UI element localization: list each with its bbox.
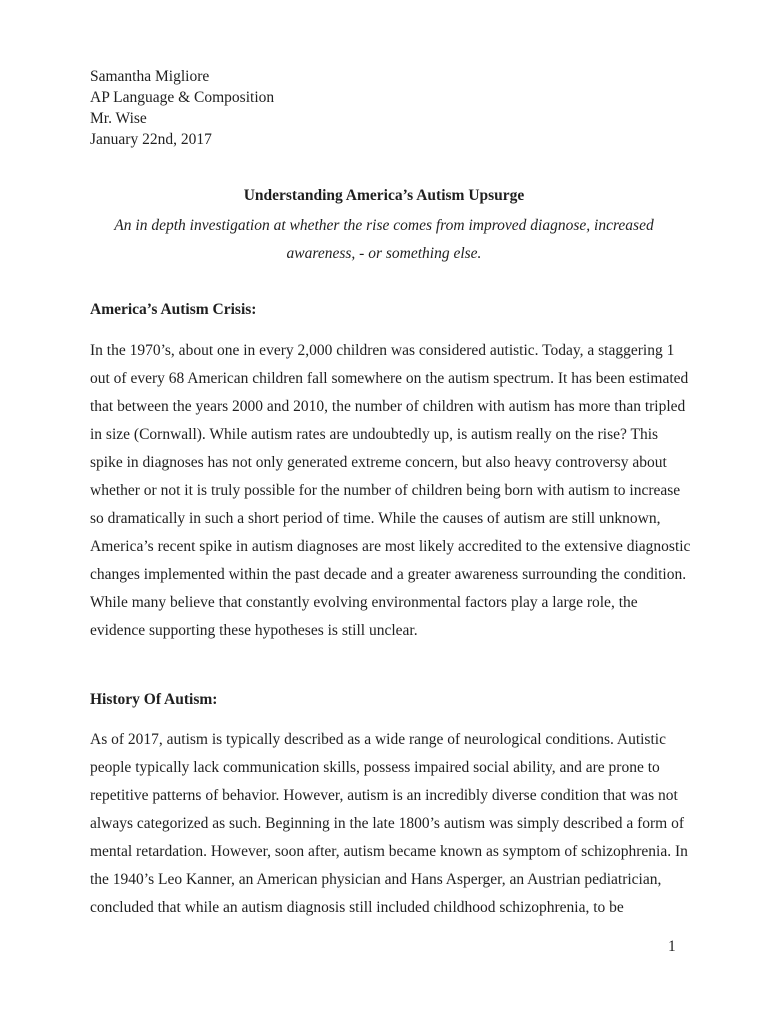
paragraph-line: so dramatically in such a short period of time. While the causes of autism are still unknown,	[90, 510, 661, 527]
author-name: Samantha Migliore	[90, 68, 210, 85]
paragraph-line: always categorized as such. Beginning in the late 1800’s autism was simply described a form of	[90, 815, 685, 832]
document-title: Understanding America’s Autism Upsurge	[243, 187, 525, 204]
paragraph-line: evidence supporting these hypotheses is still unclear.	[90, 622, 418, 639]
teacher-name: Mr. Wise	[90, 110, 147, 127]
paragraph-line: people typically lack communication skills, possess impaired social ability, and are prone to	[90, 759, 660, 776]
paragraph-line: changes implemented within the past decade and a greater awareness surrounding the condition.	[90, 566, 687, 583]
section-heading-history: History Of Autism:	[90, 691, 218, 708]
paragraph-line: America’s recent spike in autism diagnoses are most likely accredited to the extensive diagnostic	[90, 538, 691, 555]
section-heading-autism-crisis: America’s Autism Crisis:	[90, 301, 257, 318]
paragraph-line: concluded that while an autism diagnosis still included childhood schizophrenia, to be	[90, 899, 624, 916]
paragraph-line: in size (Cornwall). While autism rates are undoubtedly up, is autism really on the rise? This	[90, 426, 659, 443]
paragraph-line: While many believe that constantly evolving environmental factors play a large role, the	[90, 594, 638, 611]
paragraph-line: repetitive patterns of behavior. However, autism is an incredibly diverse condition that was not	[90, 787, 678, 804]
page-number: 1	[668, 938, 676, 955]
paragraph-line: As of 2017, autism is typically described as a wide range of neurological conditions. Autistic	[90, 731, 666, 748]
paragraph-line: whether or not it is truly possible for the number of children being born with autism to increase	[90, 482, 681, 499]
course-name: AP Language & Composition	[90, 89, 275, 106]
paragraph-line: that between the years 2000 and 2010, the number of children with autism has more than tripled	[90, 398, 686, 415]
paragraph-line: In the 1970’s, about one in every 2,000 children was considered autistic. Today, a staggering 1	[90, 342, 675, 359]
paragraph-line: spike in diagnoses has not only generated extreme concern, but also heavy controversy about	[90, 454, 667, 471]
paragraph-line: the 1940’s Leo Kanner, an American physician and Hans Asperger, an Austrian pediatrician,	[90, 871, 662, 888]
paragraph-line: out of every 68 American children fall somewhere on the autism spectrum. It has been estimated	[90, 370, 689, 387]
paragraph-line: mental retardation. However, soon after, autism became known as symptom of schizophrenia. In	[90, 843, 688, 860]
document-date: January 22nd, 2017	[90, 131, 212, 148]
document-subtitle: An in depth investigation at whether the rise comes from improved diagnose, increased awareness, - or something else.	[114, 217, 654, 262]
